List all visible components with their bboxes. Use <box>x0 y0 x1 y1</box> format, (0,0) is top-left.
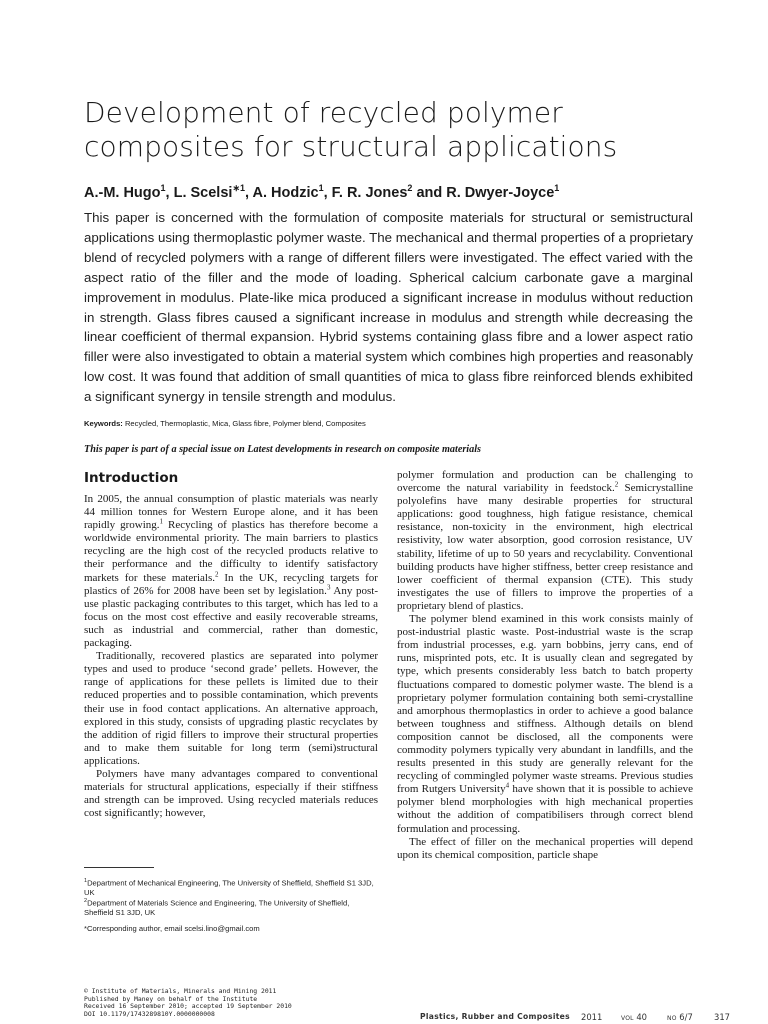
citation-mark: 1 <box>159 517 164 526</box>
journal-name: Plastics, Rubber and Composites <box>420 1012 570 1021</box>
body-paragraph: The effect of filler on the mechanical properties will depend upon its chemical composition, particle shape <box>397 835 693 861</box>
publication-imprint <box>84 988 384 1018</box>
paper-title: Development of recycled polymer composites for structural applications <box>84 96 618 163</box>
body-text: In the UK, recycling targets for plastics of 26% for 2008 have been set by legislation. <box>84 571 378 597</box>
author-list <box>84 178 724 203</box>
publisher-line: Published by Maney on behalf of the Institute <box>84 994 258 1003</box>
footnotes <box>84 877 378 933</box>
body-text: Semicrystalline polyolefins have many desirable properties for structural applications: good toughness, high fatigue resistance, chemical resistance, non-toxicity in the environment, high electrical resistivity, low water absorption, good corrosion resistance, UV stability, lifetime of up to 50 years and recyclability. Conventional building products have higher stiffness, better creep resistance and lower coefficient of thermal expansion (CTE). This study investigates the use of fillers to improve the properties of a proprietary blend of plastics. <box>397 482 693 612</box>
body-text: Any post-use plastic packaging contributes to this target, which has led to a focus on the most cost effective and easily recoverable streams, such as industrial and commercial, rather than domestic, packaging. <box>84 584 378 650</box>
volume-label: VOL <box>621 1015 634 1022</box>
citation-mark: 3 <box>326 583 331 591</box>
affiliation-footnote <box>84 897 378 917</box>
body-paragraph: Traditionally, recovered plastics are separated into polymer types and used to produce ‘second grade’ pellets. However, the range of applications for these pellets is limited due to their reduced properties and to possible contamination, which prevents their use in food contact applications. An alternative approach, explored in this study, consists of upgrading plastic recyclates by the addition of rigid fillers to improve their structural properties and to make them suitable for long term (semi)structural applications. <box>84 650 378 767</box>
copyright-line: © Institute of Materials, Minerals and Mining 2011 <box>84 987 277 995</box>
author-separator: , <box>244 184 253 201</box>
author-name: A.-M. Hugo <box>84 184 161 201</box>
keywords-text: Recycled, Thermoplastic, Mica, Glass fibre, Polymer blend, Composites <box>122 419 366 428</box>
abstract: This paper is concerned with the formulation of composite materials for structural or semistructural applications using thermoplastic polymer waste. The mechanical and thermal properties of a proprietary blend of recycled polymers with a range of different fillers were investigated. The effect varied with the aspect ratio of the filler and the mode of loading. Spherical calcium carbonate gave a marginal improvement in modulus. Plate-like mica produced a significant increase in modulus without reduction in strength. Glass fibres caused a significant increase in modulus and strength while decreasing the linear coefficient of thermal expansion. Hybrid systems containing glass fibre and a lower aspect ratio filler were also investigated to obtain a material system which combines high properties and reasonably low cost. It was found that addition of small quantities of mica to glass fibre reinforced blends exhibited a significant synergy in tensile strength and modulus. <box>84 210 693 405</box>
body-text: In 2005, the annual consumption of plastic materials was nearly 44 million tonnes for Western Europe alone, and it has been rapidly growing. <box>84 493 378 532</box>
body-text: Recycling of plastics has therefore become a worldwide environmental priority. The main barriers to plastics recycling are the high cost of the recycled products relative to their performance and the difficulty to identify satisfactory markets for these materials. <box>84 519 378 584</box>
body-text: have shown that it is possible to achieve polymer blend morphologies with high mechanical properties without the addition of compatibilisers through correct blend formulation and processing. <box>397 783 693 835</box>
journal-year: 2011 <box>581 1012 603 1022</box>
affiliation-mark: 1 <box>84 878 88 884</box>
body-text: polymer formulation and production can be challenging to overcome the natural variability in feedstock. <box>397 469 693 495</box>
author-affiliation-mark: 2 <box>407 183 413 193</box>
corresponding-author-note: *Corresponding author, email scelsi.lino@gmail.com <box>84 923 260 933</box>
author-separator: and <box>412 184 447 201</box>
page-number: 317 <box>714 1012 730 1022</box>
keywords-label: Keywords: <box>84 419 123 428</box>
author-name: A. Hodzic <box>252 184 319 201</box>
body-paragraph <box>84 493 378 650</box>
author-affiliation-mark: 1 <box>554 183 560 193</box>
affiliation-mark: 2 <box>84 898 88 905</box>
citation-mark: 2 <box>614 480 619 489</box>
footnote-rule <box>84 867 154 868</box>
issue-label: NO <box>667 1015 677 1022</box>
author-name: R. Dwyer-Joyce <box>446 184 555 201</box>
author-separator: , <box>323 184 332 201</box>
author-separator: , <box>165 184 174 201</box>
journal-volume <box>621 1012 647 1022</box>
body-paragraph: Polymers have many advantages compared to conventional materials for structural applications, especially if their stiffness and strength can be improved. Using recycled materials reduces cost significantly; however, <box>84 767 378 820</box>
received-date-line: Received 16 September 2010; accepted 19 September 2010 <box>84 1002 292 1011</box>
author-name: F. R. Jones <box>331 184 408 201</box>
body-text: The polymer blend examined in this work consists mainly of post-industrial plastic waste. Post-industrial waste is the scrap from industrial processes, e.g. yarn bobbins, jerry cans, end of runs, misprinted pots, etc. It is usually clean and segregated by type, which presents considerably less batch to batch property fluctuations compared to domestic polymer waste. The blend is a proprietary polymer formulation containing both semi-crystalline and amorphous thermoplastics in order to achieve a good balance between toughness and stiffness. Although details on blend composition cannot be disclosed, all the components were commodity polymers typically very abundant in landfills, and the results presented in this study are generally relevant for the recycling of commingled polymer waste streams. Previous studies from Rutgers University <box>397 613 693 796</box>
citation-mark: 4 <box>505 781 510 790</box>
doi-line: DOI 10.1179/1743289810Y.0000000008 <box>84 1009 215 1018</box>
author-affiliation-mark: ∗1 <box>232 183 245 193</box>
section-heading-introduction: Introduction <box>84 470 179 486</box>
author-affiliation-mark: 1 <box>318 183 324 193</box>
affiliation-text: Department of Mechanical Engineering, The University of Sheffield, Sheffield S1 3JD, UK <box>84 878 374 897</box>
author-name: L. Scelsi <box>173 184 233 201</box>
body-paragraph <box>397 613 693 836</box>
body-paragraph <box>397 469 693 613</box>
volume-number: 40 <box>636 1012 648 1022</box>
left-column <box>84 470 378 820</box>
right-column <box>397 469 693 862</box>
affiliation-footnote <box>84 877 378 897</box>
journal-issue <box>667 1012 693 1022</box>
author-affiliation-mark: 1 <box>160 183 166 193</box>
affiliation-text: Department of Materials Science and Engineering, The University of Sheffield, Sheffield S1 3JD, UK <box>84 898 350 918</box>
keywords <box>84 418 724 429</box>
issue-number: 6/7 <box>679 1012 693 1022</box>
citation-mark: 2 <box>215 569 219 578</box>
special-issue-note: This paper is part of a special issue on Latest developments in research on composite materials <box>84 444 482 455</box>
